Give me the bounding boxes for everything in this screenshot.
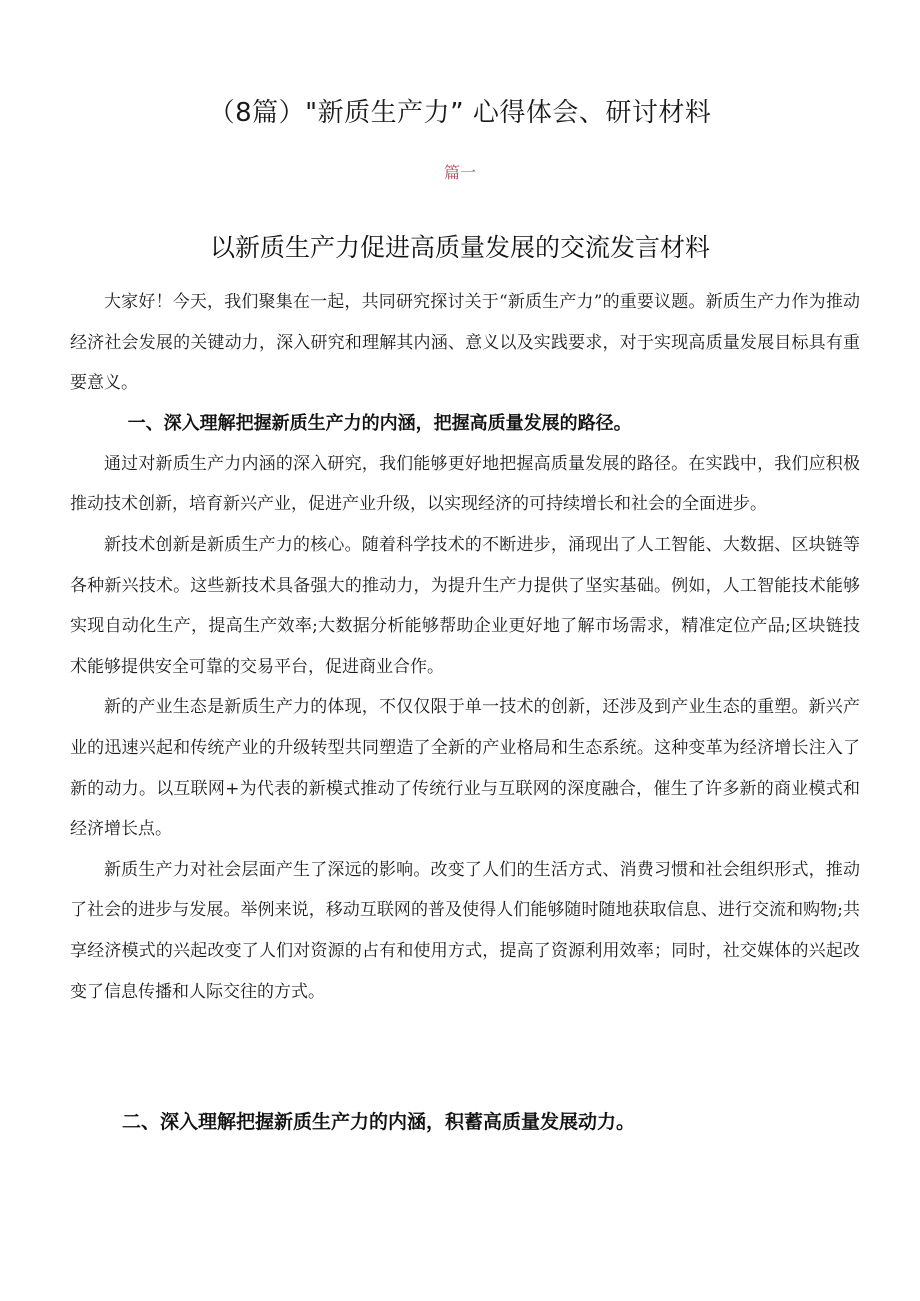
document-body xyxy=(70,282,860,1012)
paragraph: 新的产业生态是新质生产力的体现，不仅仅限于单一技术的创新，还涉及到产业生态的重塑。新兴产业的迅速兴起和传统产业的升级转型共同塑造了全新的产业格局和生态系统。这种变革为经济增长注入了新的动力。以互联网+为代表的新模式推动了传统行业与互联网的深度融合，催生了许多新的商业模式和经济增长点。 xyxy=(70,697,860,840)
paragraph: 通过对新质生产力内涵的深入研究，我们能够更好地把握高质量发展的路径。在实践中，我们应积极推动技术创新，培育新兴产业，促进产业升级，以实现经济的可持续增长和社会的全面进步。 xyxy=(70,453,860,515)
chapter-label: 篇一 xyxy=(443,163,476,182)
paragraph: 新技术创新是新质生产力的核心。随着科学技术的不断进步，涌现出了人工智能、大数据、区块链等各种新兴技术。这些新技术具备强大的推动力，为提升生产力提供了坚实基础。例如，人工智能技术能够实现自动化生产，提高生产效率;大数据分析能够帮助企业更好地了解市场需求，精准定位产品;区块链技术能够提供安全可靠的交易平台，促进商业合作。 xyxy=(70,534,860,677)
paragraph: 新质生产力对社会层面产生了深远的影响。改变了人们的生活方式、消费习惯和社会组织形式，推动了社会的进步与发展。举例来说，移动互联网的普及使得人们能够随时随地获取信息、进行交流和购物;共享经济模式的兴起改变了人们对资源的占有和使用方式，提高了资源利用效率；同时，社交媒体的兴起改变了信息传播和人际交往的方式。 xyxy=(70,859,860,1002)
document-title: （8篇）"新质生产力” 心得体会、研讨材料 xyxy=(208,98,712,128)
article-title: 以新质生产力促进高质量发展的交流发言材料 xyxy=(209,233,710,262)
intro-paragraph: 大家好！今天，我们聚集在一起，共同研究探讨关于“新质生产力”的重要议题。新质生产力作为推动经济社会发展的关键动力，深入研究和理解其内涵、意义以及实践要求，对于实现高质量发展目标具有重要意义。 xyxy=(70,292,860,394)
section-heading-1: 一、深入理解把握新质生产力的内涵，把握高质量发展的路径。 xyxy=(127,412,632,434)
section-heading-2: 二、深入理解把握新质生产力的内涵，积蓄高质量发展动力。 xyxy=(122,1111,636,1133)
